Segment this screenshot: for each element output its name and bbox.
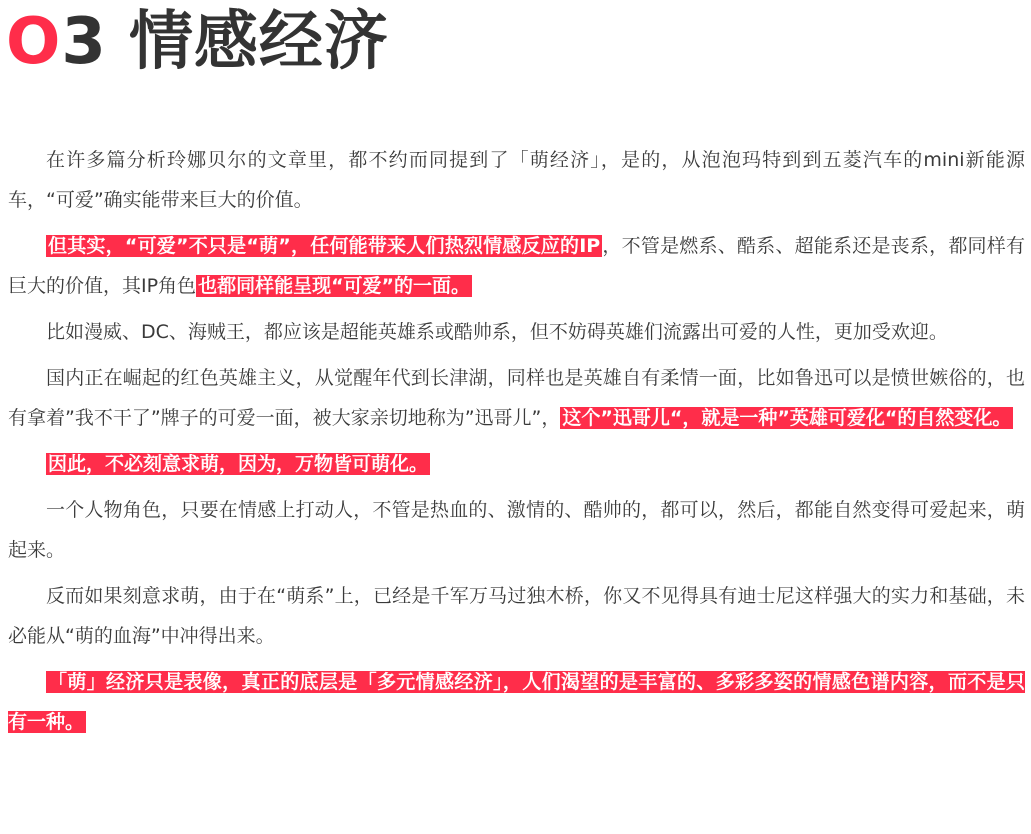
highlighted-text: 因此，不必刻意求萌，因为，万物皆可萌化。: [48, 453, 429, 475]
paragraph: [8, 312, 1025, 352]
section-heading: [6, 0, 389, 84]
paragraph: [8, 444, 1025, 484]
section-title: 情感经济: [128, 5, 389, 79]
text-segment: 在许多篇分析玲娜贝尔的文章里，都不约而同提到了「萌经济」，是的，从泡泡玛特到到五菱汽车的mini新能源车，“可爱”确实能带来巨大的价值。: [8, 149, 1025, 211]
section-number: 3: [61, 5, 107, 79]
paragraph: [8, 140, 1025, 220]
text-segment: 反而如果刻意求萌，由于在“萌系”上，已经是千军万马过独木桥，你又不见得具有迪士尼这样强大的实力和基础，未必能从“萌的血海”中冲得出来。: [8, 585, 1025, 647]
text-segment: 比如漫威、DC、海贼王，都应该是超能英雄系或酷帅系，但不妨碍英雄们流露出可爱的人性，更加受欢迎。: [46, 321, 948, 343]
text-segment: ，不管是燃系、酷系、超能系还是丧系，都同样有巨大的价值，其IP角色: [8, 235, 1025, 297]
highlighted-text: 「萌」经济只是表像，真正的底层是「多元情感经济」，人们渴望的是丰富的、多彩多姿的情感色谱内容，而不是只有一种。: [8, 671, 1025, 733]
paragraph: [8, 662, 1025, 742]
highlighted-text: 但其实，“可爱”不只是“萌”，任何能带来人们热烈情感反应的IP: [48, 235, 601, 257]
paragraph: [8, 226, 1025, 306]
highlighted-text: 也都同样能呈现“可爱”的一面。: [198, 275, 471, 297]
paragraph: [8, 576, 1025, 656]
paragraph: [8, 358, 1025, 438]
paragraph: [8, 490, 1025, 570]
text-segment: 国内正在崛起的红色英雄主义，从觉醒年代到长津湖，同样也是英雄自有柔情一面，比如鲁迅可以是愤世嫉俗的，也有拿着”我不干了”牌子的可爱一面，被大家亲切地称为”迅哥儿”，: [8, 367, 1025, 429]
text-segment: 一个人物角色，只要在情感上打动人，不管是热血的、激情的、酷帅的，都可以，然后，都能自然变得可爱起来，萌起来。: [8, 499, 1025, 561]
section-number-accent: O: [6, 5, 62, 79]
article-body: [8, 140, 1025, 742]
highlighted-text: 这个”迅哥儿“，就是一种”英雄可爱化“的自然变化。: [562, 407, 1012, 429]
